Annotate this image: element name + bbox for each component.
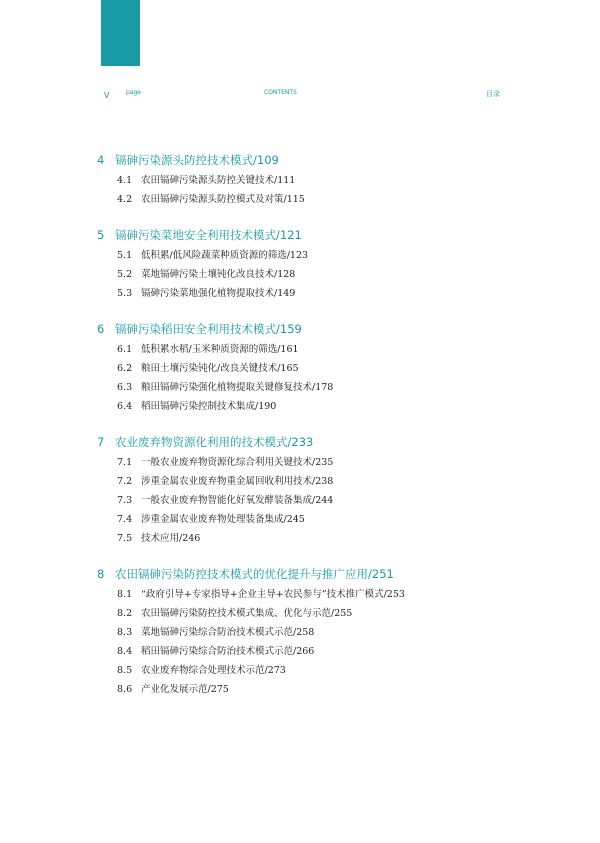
section-title: 涉重金属农业废弃物处理装备集成/245	[141, 514, 305, 525]
section-number: 7.3	[117, 495, 133, 506]
toc-section-entry[interactable]	[97, 172, 537, 191]
chapter-heading[interactable]	[97, 152, 537, 168]
chapter-title: 农业废弃物资源化利用的技术模式/233	[115, 435, 314, 449]
chapter-title: 镉砷污染菜地安全利用技术模式/121	[115, 228, 302, 242]
section-title: 菜地镉砷污染土壤钝化改良技术/128	[141, 269, 296, 280]
section-title: 稻田镉砷污染控制技术集成/190	[141, 401, 277, 412]
toc-chapter	[97, 152, 537, 210]
toc-chapter	[97, 227, 537, 304]
section-title: 涉重金属农业废弃物重金属回收利用技术/238	[141, 476, 334, 487]
chapter-number: 7	[97, 435, 105, 449]
toc-section-entry[interactable]	[97, 266, 537, 285]
toc-chapter	[97, 566, 537, 700]
corner-accent-block	[101, 0, 140, 66]
toc-section-entry[interactable]	[97, 530, 537, 549]
chapter-title: 农田镉砷污染防控技术模式的优化提升与推广应用/251	[115, 567, 394, 581]
chapter-heading[interactable]	[97, 227, 537, 243]
toc-section-entry[interactable]	[97, 285, 537, 304]
page-label: page	[126, 89, 141, 96]
section-title: 镉砷污染菜地强化植物提取技术/149	[141, 288, 296, 299]
section-title: 稻田镉砷污染综合防治技术模式示范/266	[141, 646, 315, 657]
chapter-number: 4	[97, 153, 105, 167]
section-number: 7.1	[117, 457, 133, 468]
section-number: 6.3	[117, 382, 133, 393]
chapter-number: 6	[97, 322, 105, 336]
chapter-number: 5	[97, 228, 105, 242]
section-number: 8.5	[117, 665, 133, 676]
section-title: 技术应用/246	[141, 533, 201, 544]
section-number: 5.1	[117, 250, 133, 261]
section-title: 一般农业废弃物资源化综合利用关键技术/235	[141, 457, 334, 468]
section-number: 8.4	[117, 646, 133, 657]
toc-title: 目录	[486, 90, 500, 98]
toc-section-entry[interactable]	[97, 681, 537, 700]
section-title: 农业废弃物综合处理技术示范/273	[141, 665, 286, 676]
chapter-number: 8	[97, 567, 105, 581]
toc-section-entry[interactable]	[97, 360, 537, 379]
section-number: 8.6	[117, 684, 133, 695]
section-number: 8.1	[117, 589, 133, 600]
toc-chapter	[97, 321, 537, 417]
section-number: 6.1	[117, 344, 133, 355]
toc-section-entry[interactable]	[97, 398, 537, 417]
section-title: 菜地镉砷污染综合防治技术模式示范/258	[141, 627, 315, 638]
chapter-heading[interactable]	[97, 566, 537, 582]
table-of-contents	[97, 152, 537, 717]
toc-section-entry[interactable]	[97, 624, 537, 643]
section-title: 粮田土壤污染钝化/改良关键技术/165	[141, 363, 299, 374]
section-number: 7.4	[117, 514, 133, 525]
chapter-title: 镉砷污染稻田安全利用技术模式/159	[115, 322, 302, 336]
section-title: 农田镉砷污染防控技术模式集成、优化与示范/255	[141, 608, 353, 619]
section-number: 5.2	[117, 269, 133, 280]
section-number: 6.2	[117, 363, 133, 374]
toc-section-entry[interactable]	[97, 454, 537, 473]
section-number: 6.4	[117, 401, 133, 412]
toc-section-entry[interactable]	[97, 341, 537, 360]
toc-section-entry[interactable]	[97, 247, 537, 266]
section-number: 5.3	[117, 288, 133, 299]
section-title: 农田镉砷污染源头防控关键技术/111	[141, 175, 296, 186]
section-title: 农田镉砷污染源头防控模式及对策/115	[141, 194, 305, 205]
toc-section-entry[interactable]	[97, 605, 537, 624]
section-number: 7.2	[117, 476, 133, 487]
section-title: 产业化发展示范/275	[141, 684, 229, 695]
chapter-title: 镉砷污染源头防控技术模式/109	[115, 153, 279, 167]
chapter-heading[interactable]	[97, 434, 537, 450]
section-number: 8.3	[117, 627, 133, 638]
section-title: 低积累/低风险蔬菜种质资源的筛选/123	[141, 250, 309, 261]
section-title: 一般农业废弃物智能化好氧发酵装备集成/244	[141, 495, 334, 506]
section-number: 4.1	[117, 175, 133, 186]
toc-section-entry[interactable]	[97, 492, 537, 511]
toc-section-entry[interactable]	[97, 379, 537, 398]
section-title: “政府引导+专家指导+企业主导+农民参与”技术推广模式/253	[141, 589, 405, 600]
toc-section-entry[interactable]	[97, 191, 537, 210]
contents-label: CONTENTS	[264, 89, 297, 96]
page-number-roman: V	[104, 91, 110, 100]
section-title: 低积累水稻/玉米种质资源的筛选/161	[141, 344, 299, 355]
toc-section-entry[interactable]	[97, 473, 537, 492]
toc-section-entry[interactable]	[97, 662, 537, 681]
section-number: 4.2	[117, 194, 133, 205]
section-title: 粮田镉砷污染强化植物提取关键修复技术/178	[141, 382, 334, 393]
toc-section-entry[interactable]	[97, 586, 537, 605]
toc-section-entry[interactable]	[97, 511, 537, 530]
toc-chapter	[97, 434, 537, 549]
section-number: 7.5	[117, 533, 133, 544]
section-number: 8.2	[117, 608, 133, 619]
chapter-heading[interactable]	[97, 321, 537, 337]
toc-section-entry[interactable]	[97, 643, 537, 662]
